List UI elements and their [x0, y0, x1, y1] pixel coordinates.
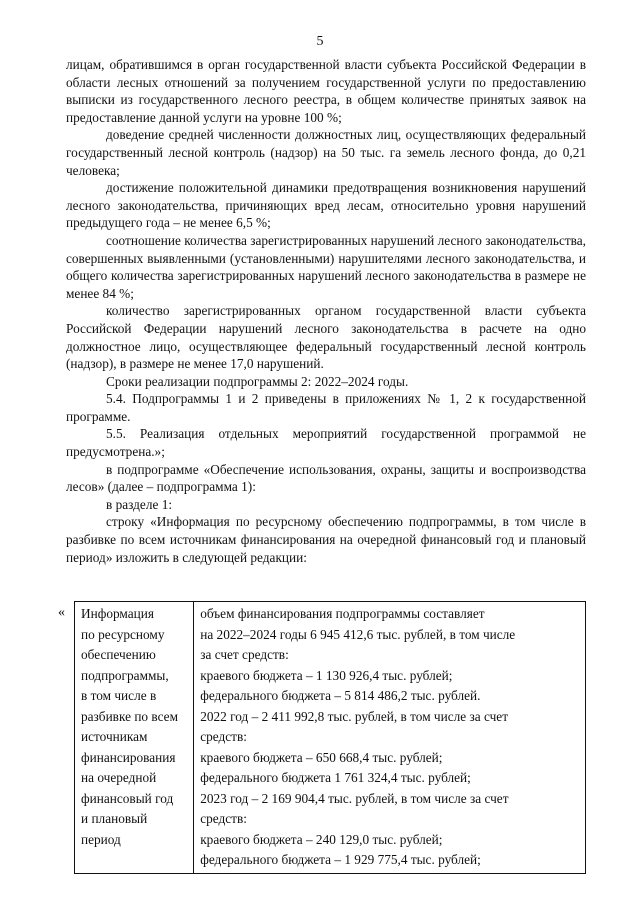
paragraph-10: в разделе 1: [106, 496, 173, 512]
label-line: период [81, 831, 121, 847]
resource-info-table [74, 601, 586, 874]
label-line: Информация [81, 606, 155, 621]
content-line: федерального бюджета – 1 929 775,4 тыс. рублей; [200, 852, 481, 867]
paragraph-4: соотношение количества зарегистрированных нарушений лесного законодательства, совершенных выявленными (установленными) нарушителями лесного законодательства, и общего количества зарегистрированных нарушений лесного законодательства в размере не менее 84 %; [66, 232, 586, 301]
content-line: на 2022–2024 годы 6 945 412,6 тыс. рублей, в том числе [200, 626, 516, 642]
table-content-cell [194, 602, 586, 874]
opening-quote-mark: « [58, 605, 65, 620]
document-body [66, 56, 586, 566]
paragraph-3: достижение положительной динамики предотвращения возникновения нарушений лесного законодательства, причиняющих вред лесам, относительно уровня нарушений предыдущего года – не менее 6,5 %; [66, 180, 586, 231]
label-line: финансовый год [81, 790, 174, 806]
paragraph-8: 5.5. Реализация отдельных мероприятий государственной программой не предусмотрена.»; [66, 426, 586, 460]
label-line: и плановый [81, 811, 148, 826]
paragraph-11: строку «Информация по ресурсному обеспечению подпрограммы, в том числе в разбивке по всем источникам финансирования на очередной финансовый год и плановый период» изложить в следующей редакции: [66, 514, 586, 565]
content-line: средств: [200, 729, 247, 744]
label-line: в том числе в [81, 688, 157, 703]
content-line: 2022 год – 2 411 992,8 тыс. рублей, в том числе за счет [200, 708, 509, 724]
page-number: 5 [316, 34, 324, 49]
paragraph-7: 5.4. Подпрограммы 1 и 2 приведены в приложениях № 1, 2 к государственной программе. [66, 391, 586, 424]
label-line: разбивке по всем [81, 708, 178, 724]
label-line: финансирования [81, 749, 176, 765]
paragraph-2: доведение средней численности должностных лиц, осуществляющих федеральный государственный лесной контроль (надзор) на 50 тыс. га земель лесного фонда, до 0,21 человека; [66, 127, 586, 178]
table-label-cell [75, 602, 194, 874]
content-line: федерального бюджета – 5 814 486,2 тыс. рублей. [200, 688, 481, 703]
content-line: средств: [200, 811, 247, 826]
content-line: краевого бюджета – 650 668,4 тыс. рублей; [200, 749, 443, 765]
paragraph-1: лицам, обратившимся в орган государственной власти субъекта Российской Федерации в области лесных отношений за получением государственной услуги по предоставлению выписки из государственного лесного реестра, в общем количестве принятых заявок на предоставление данной услуги на уровне 100 %; [66, 57, 586, 125]
content-line: 2023 год – 2 169 904,4 тыс. рублей, в том числе за счет [200, 790, 509, 806]
content-line: краевого бюджета – 1 130 926,4 тыс. рублей; [200, 667, 453, 683]
label-line: по ресурсному [81, 626, 165, 642]
content-line: за счет средств: [200, 647, 289, 662]
table-row [75, 602, 586, 874]
label-line: обеспечению [81, 647, 156, 662]
label-line: на очередной [81, 770, 157, 785]
content-line: краевого бюджета – 240 129,0 тыс. рублей; [200, 831, 443, 847]
content-line: федерального бюджета 1 761 324,4 тыс. рублей; [200, 770, 471, 785]
paragraph-9: в подпрограмме «Обеспечение использования, охраны, защиты и воспроизводства лесов» (далее – подпрограмма 1): [66, 461, 586, 495]
label-line: подпрограммы, [81, 667, 169, 683]
label-line: источникам [81, 729, 148, 744]
paragraph-6: Сроки реализации подпрограммы 2: 2022–2024 годы. [106, 373, 409, 389]
paragraph-5: количество зарегистрированных органом государственной власти субъекта Российской Федерации нарушений лесного законодательства в расчете на одно должностное лицо, осуществляющее федеральный государственный лесной контроль (надзор), в размере не менее 17,0 нарушений. [66, 303, 586, 372]
content-line: объем финансирования подпрограммы составляет [200, 606, 485, 621]
